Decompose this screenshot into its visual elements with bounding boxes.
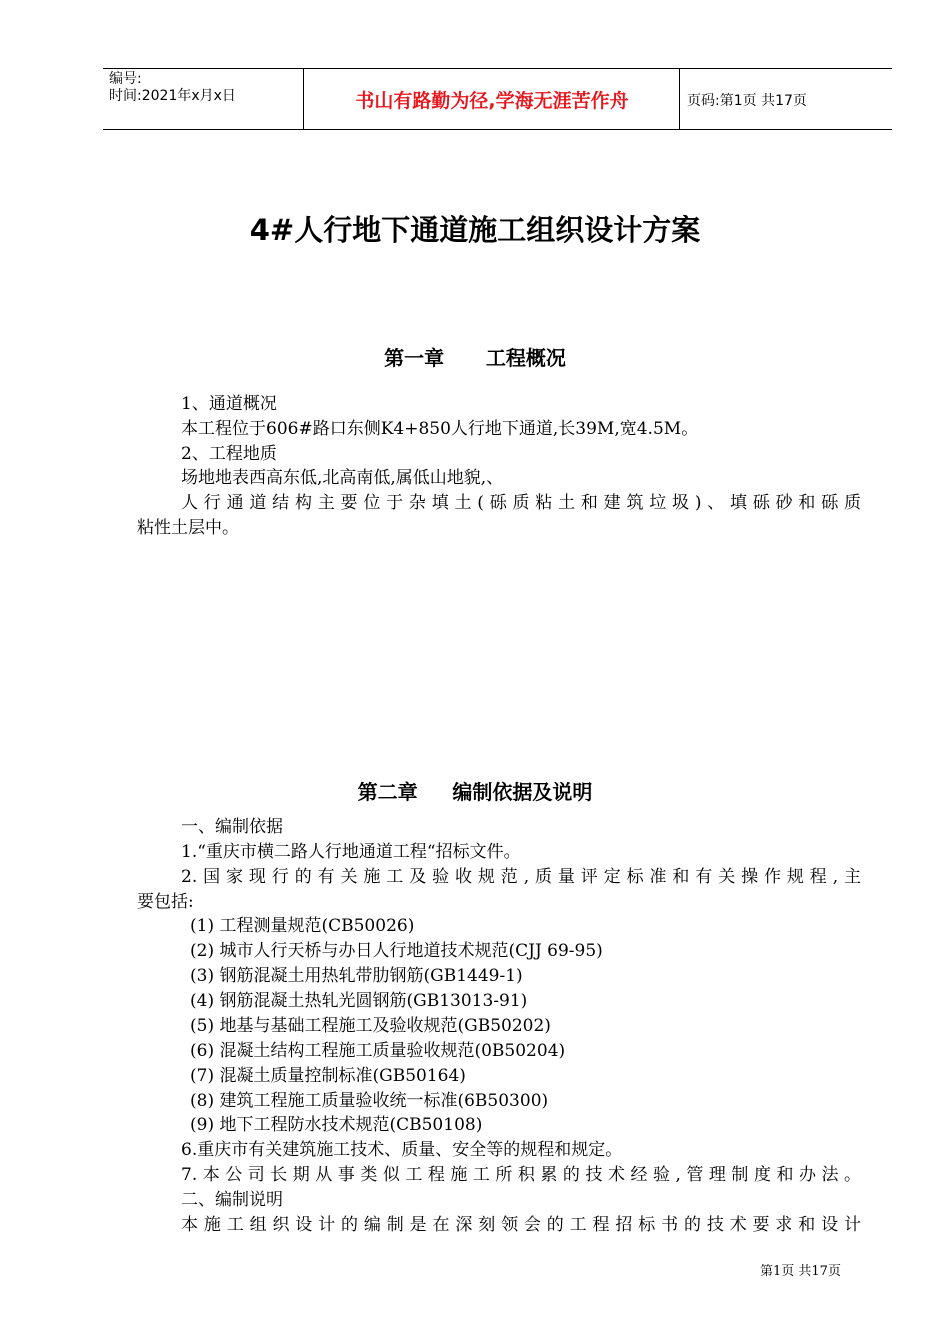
standard-item: (6) 混凝土结构工程施工质量验收规范(0B50204) xyxy=(190,1041,566,1061)
section-heading: 二、编制说明 xyxy=(181,1190,283,1210)
standard-item: (2) 城市人行天桥与办日人行地道技术规范(CJJ 69-95) xyxy=(190,941,603,961)
paragraph-line: 粘性土层中。 xyxy=(137,518,239,538)
list-item: 2.国家现行的有关施工及验收规范,质量评定标准和有关操作规程,主 xyxy=(181,867,861,887)
document-title: 4#人行地下通道施工组织设计方案 xyxy=(249,213,701,247)
chapter1-heading: 第一章 工程概况 xyxy=(384,346,566,370)
page-footer: 第1页 共17页 xyxy=(760,1264,841,1279)
section-heading: 一、编制依据 xyxy=(181,817,283,837)
header-divider xyxy=(679,69,680,129)
paragraph-line: 人行通道结构主要位于杂填土(砾质粘土和建筑垃圾)、填砾砂和砾质 xyxy=(181,493,861,513)
header-motto: 书山有路勤为径,学海无涯苦作舟 xyxy=(355,90,629,112)
list-item: 6.重庆市有关建筑施工技术、质量、安全等的规程和规定。 xyxy=(181,1140,623,1160)
standard-item: (8) 建筑工程施工质量验收统一标准(6B50300) xyxy=(190,1091,549,1111)
standard-item: (4) 钢筋混凝土热轧光圆钢筋(GB13013-91) xyxy=(190,991,528,1011)
header-number: 编号: xyxy=(109,71,142,87)
standard-item: (5) 地基与基础工程施工及验收规范(GB50202) xyxy=(190,1016,551,1036)
header-date: 时间:2021年x月x日 xyxy=(109,88,236,104)
standard-item: (9) 地下工程防水技术规范(CB50108) xyxy=(190,1115,483,1135)
section-heading: 1、通道概况 xyxy=(181,394,277,414)
header-meta xyxy=(109,71,236,105)
standard-item: (3) 钢筋混凝土用热轧带肋钢筋(GB1449-1) xyxy=(190,966,523,986)
standard-item: (7) 混凝土质量控制标准(GB50164) xyxy=(190,1066,466,1086)
list-item: 7.本公司长期从事类似工程施工所积累的技术经验,管理制度和办法。 xyxy=(181,1165,861,1185)
paragraph-line: 要包括: xyxy=(137,892,194,912)
section-heading: 2、工程地质 xyxy=(181,444,277,464)
paragraph-line: 本工程位于606#路口东侧K4+850人行地下通道,长39M,宽4.5M。 xyxy=(181,419,699,439)
page-header xyxy=(103,68,892,130)
paragraph-line: 场地地表西高东低,北高南低,属低山地貌,、 xyxy=(181,468,504,488)
header-page-number: 页码:第1页 共17页 xyxy=(687,93,807,109)
standard-item: (1) 工程测量规范(CB50026) xyxy=(190,916,415,936)
chapter2-heading: 第二章 编制依据及说明 xyxy=(357,780,593,804)
header-divider xyxy=(303,69,304,129)
list-item: 1.“重庆市横二路人行地通道工程“招标文件。 xyxy=(181,842,521,862)
paragraph-line: 本施工组织设计的编制是在深刻领会的工程招标书的技术要求和设计 xyxy=(181,1215,861,1235)
